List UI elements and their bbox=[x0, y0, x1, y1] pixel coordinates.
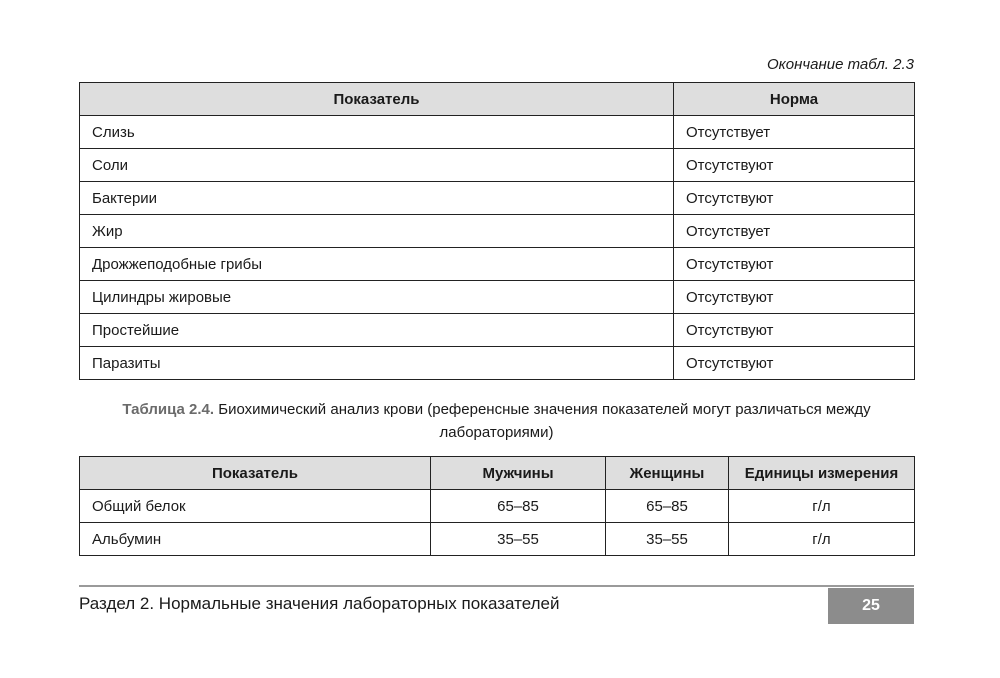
page-number: 25 bbox=[828, 588, 914, 624]
table-continuation-label: Окончание табл. 2.3 bbox=[767, 56, 914, 73]
table-row bbox=[80, 281, 915, 314]
indicator-cell: Альбумин bbox=[80, 523, 431, 556]
table-caption-label: Таблица 2.4. bbox=[122, 401, 215, 418]
men-value-cell: 35–55 bbox=[431, 523, 606, 556]
table-header-row bbox=[80, 457, 915, 490]
indicator-cell: Соли bbox=[80, 149, 674, 182]
indicator-cell: Цилиндры жировые bbox=[80, 281, 674, 314]
norm-cell: Отсутствует bbox=[674, 116, 915, 149]
table-row bbox=[80, 215, 915, 248]
norm-cell: Отсутствуют bbox=[674, 347, 915, 380]
women-value-cell: 65–85 bbox=[606, 490, 729, 523]
column-header-women: Женщины bbox=[606, 457, 729, 490]
indicator-cell: Дрожжеподобные грибы bbox=[80, 248, 674, 281]
units-cell: г/л bbox=[729, 490, 915, 523]
indicator-cell: Жир bbox=[80, 215, 674, 248]
men-value-cell: 65–85 bbox=[431, 490, 606, 523]
norm-cell: Отсутствуют bbox=[674, 182, 915, 215]
column-header-men: Мужчины bbox=[431, 457, 606, 490]
women-value-cell: 35–55 bbox=[606, 523, 729, 556]
norm-cell: Отсутствуют bbox=[674, 314, 915, 347]
blood-biochemistry-table bbox=[79, 456, 915, 556]
table-row bbox=[80, 248, 915, 281]
table-row bbox=[80, 347, 915, 380]
table-caption-text: Биохимический анализ крови (референсные значения показателей могут различаться между лабораториями) bbox=[218, 401, 871, 441]
footer-divider bbox=[79, 585, 914, 587]
column-header-units: Единицы измерения bbox=[729, 457, 915, 490]
table-row bbox=[80, 523, 915, 556]
table-row bbox=[80, 149, 915, 182]
table-row bbox=[80, 314, 915, 347]
column-header-indicator: Показатель bbox=[80, 457, 431, 490]
section-title: Раздел 2. Нормальные значения лабораторных показателей bbox=[79, 594, 560, 613]
table-header-row bbox=[80, 83, 915, 116]
indicator-cell: Паразиты bbox=[80, 347, 674, 380]
urinalysis-table bbox=[79, 82, 915, 380]
table-row bbox=[80, 182, 915, 215]
norm-cell: Отсутствуют bbox=[674, 149, 915, 182]
norm-cell: Отсутствуют bbox=[674, 281, 915, 314]
indicator-cell: Общий белок bbox=[80, 490, 431, 523]
norm-cell: Отсутствует bbox=[674, 215, 915, 248]
units-cell: г/л bbox=[729, 523, 915, 556]
table-row bbox=[80, 116, 915, 149]
norm-cell: Отсутствуют bbox=[674, 248, 915, 281]
column-header-norm: Норма bbox=[674, 83, 915, 116]
indicator-cell: Бактерии bbox=[80, 182, 674, 215]
table-row bbox=[80, 490, 915, 523]
table-caption bbox=[79, 398, 914, 444]
column-header-indicator: Показатель bbox=[80, 83, 674, 116]
indicator-cell: Простейшие bbox=[80, 314, 674, 347]
indicator-cell: Слизь bbox=[80, 116, 674, 149]
